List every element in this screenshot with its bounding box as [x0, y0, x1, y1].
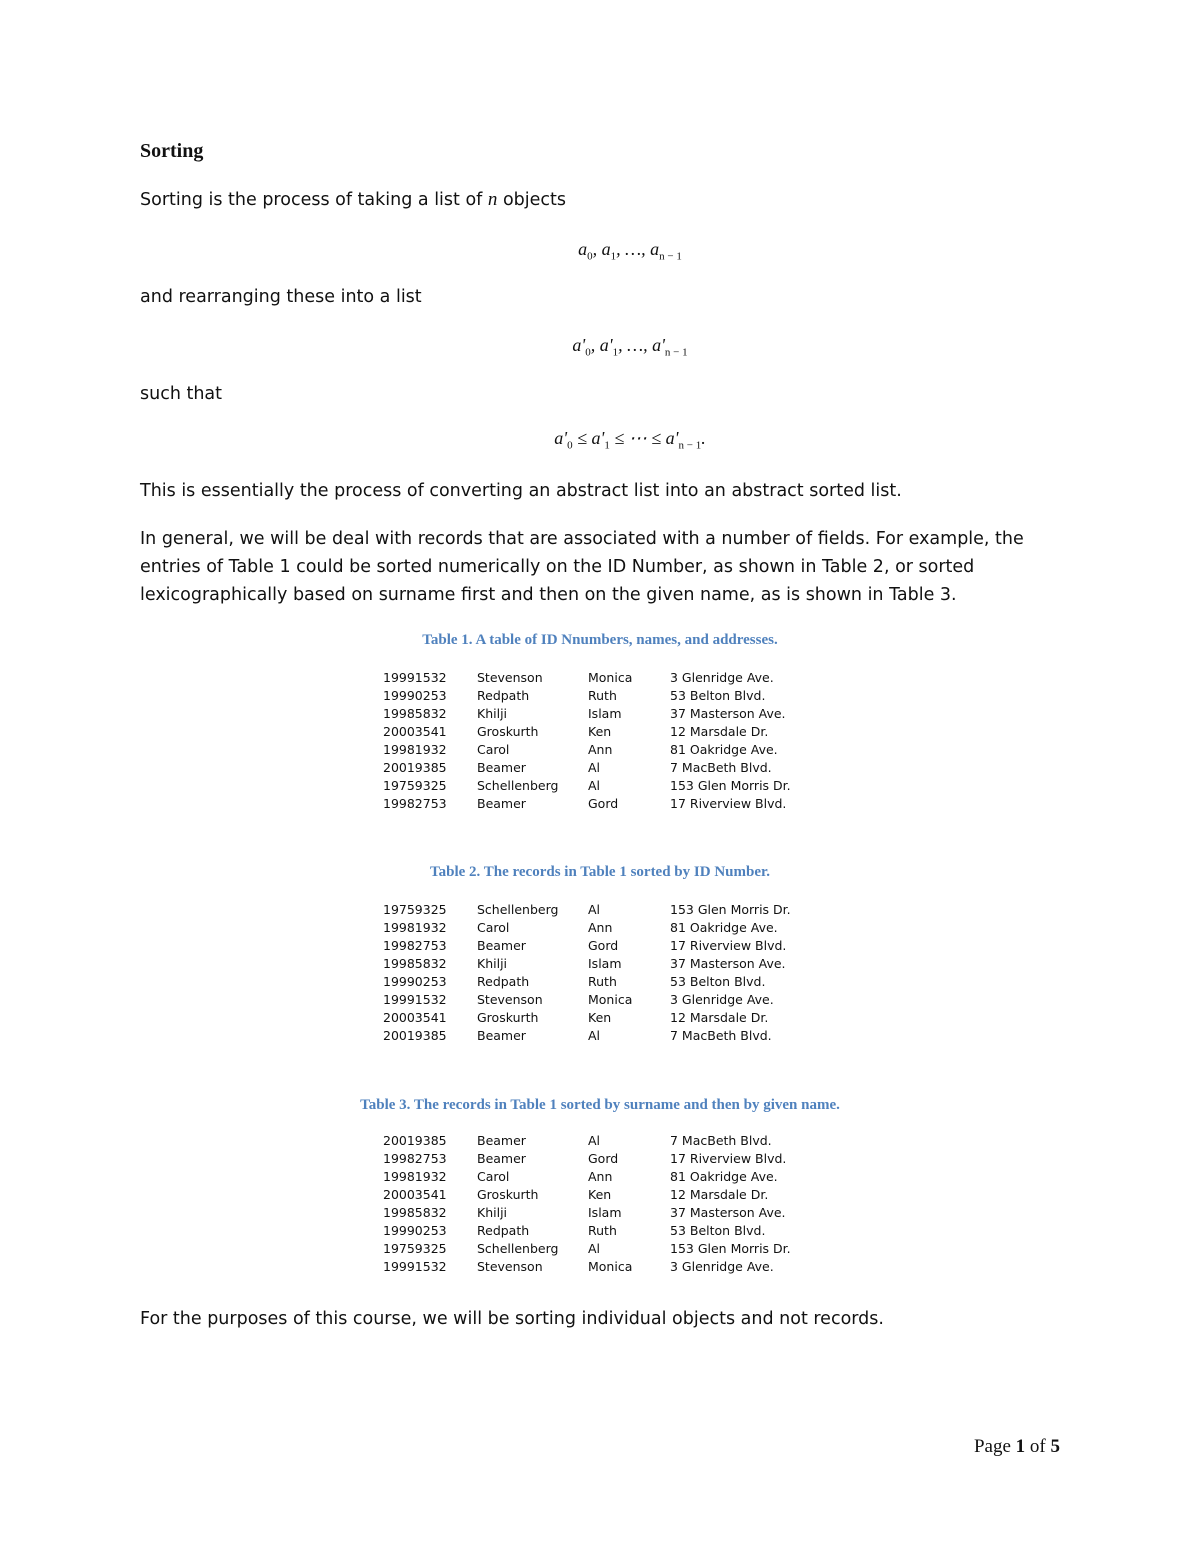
table-row [383, 1222, 830, 1240]
given-name-cell: Al [588, 1133, 601, 1148]
table-1 [383, 669, 830, 813]
given-name-cell: Al [588, 760, 601, 775]
table-row [383, 1204, 830, 1222]
id-number-cell: 20003541 [383, 1187, 447, 1202]
table-3-caption: Table 3. The records in Table 1 sorted by surname and then by given name. [360, 1097, 840, 1113]
address-cell: 12 Marsdale Dr. [670, 1187, 769, 1202]
table-row [383, 795, 830, 813]
address-cell: 12 Marsdale Dr. [670, 1010, 769, 1025]
surname-cell: Stevenson [477, 1259, 543, 1274]
address-cell: 3 Glenridge Ave. [670, 1259, 774, 1274]
surname-cell: Stevenson [477, 992, 543, 1007]
table-row [383, 723, 830, 741]
surname-cell: Beamer [477, 1028, 526, 1043]
table-2 [383, 901, 830, 1045]
surname-cell: Carol [477, 1169, 510, 1184]
equation-original-list: $a_0$, $a_1$, …, $a_{n - 1}$ [578, 239, 682, 263]
address-cell: 81 Oakridge Ave. [670, 742, 778, 757]
table-row [383, 777, 830, 795]
table-row [383, 973, 830, 991]
address-cell: 153 Glen Morris Dr. [670, 902, 791, 917]
surname-cell: Beamer [477, 1133, 526, 1148]
given-name-cell: Ann [588, 1169, 613, 1184]
table-row [383, 1009, 830, 1027]
id-number-cell: 20003541 [383, 724, 447, 739]
intro-paragraph [140, 186, 1040, 214]
surname-cell: Beamer [477, 760, 526, 775]
id-number-cell: 19985832 [383, 956, 447, 971]
address-cell: 37 Masterson Ave. [670, 1205, 786, 1220]
table-row [383, 1258, 830, 1276]
table-row [383, 1027, 830, 1045]
surname-cell: Schellenberg [477, 902, 559, 917]
given-name-cell: Islam [588, 706, 622, 721]
given-name-cell: Monica [588, 1259, 633, 1274]
given-name-cell: Ruth [588, 974, 617, 989]
table-row [383, 1150, 830, 1168]
given-name-cell: Ruth [588, 1223, 617, 1238]
surname-cell: Redpath [477, 688, 530, 703]
address-cell: 37 Masterson Ave. [670, 956, 786, 971]
surname-cell: Beamer [477, 796, 526, 811]
address-cell: 17 Riverview Blvd. [670, 938, 787, 953]
surname-cell: Carol [477, 742, 510, 757]
surname-cell: Redpath [477, 1223, 530, 1238]
table-row [383, 937, 830, 955]
table-row [383, 955, 830, 973]
id-number-cell: 19759325 [383, 778, 447, 793]
intro-after: objects [497, 190, 566, 210]
intro-variable: n [487, 189, 498, 210]
address-cell: 153 Glen Morris Dr. [670, 778, 791, 793]
table-row [383, 1186, 830, 1204]
table-row [383, 687, 830, 705]
such-that-paragraph: such that [140, 384, 223, 404]
equation-rearranged-list: $a'_0$, $a'_1$, …, $a'_{n - 1}$ [572, 335, 688, 359]
equation-sorted-condition: $a'_0 \le a'_1$ ≤ ⋯ ≤ $a'_{n - 1}$. [554, 428, 706, 452]
id-number-cell: 19981932 [383, 920, 447, 935]
table-2-caption: Table 2. The records in Table 1 sorted by ID Number. [429, 864, 771, 880]
surname-cell: Beamer [477, 938, 526, 953]
surname-cell: Groskurth [477, 1187, 539, 1202]
address-cell: 7 MacBeth Blvd. [670, 1133, 772, 1148]
address-cell: 7 MacBeth Blvd. [670, 1028, 772, 1043]
given-name-cell: Ken [588, 1010, 612, 1025]
given-name-cell: Al [588, 1241, 601, 1256]
id-number-cell: 19982753 [383, 796, 447, 811]
address-cell: 53 Belton Blvd. [670, 1223, 766, 1238]
given-name-cell: Islam [588, 1205, 622, 1220]
given-name-cell: Ken [588, 1187, 612, 1202]
general-paragraph: In general, we will be deal with records that are associated with a number of fields. For example, the entries of Table 1 could be sorted numerically on the ID Number, as shown in Table 2, or sorted lexicographically based on surname first and then on the given name, as is shown in Table 3. [140, 529, 1024, 605]
rearrange-paragraph: and rearranging these into a list [140, 287, 422, 307]
address-cell: 81 Oakridge Ave. [670, 1169, 778, 1184]
closing-paragraph: For the purposes of this course, we will be sorting individual objects and not records. [140, 1309, 884, 1329]
id-number-cell: 19991532 [383, 670, 447, 685]
address-cell: 53 Belton Blvd. [670, 974, 766, 989]
address-cell: 37 Masterson Ave. [670, 706, 786, 721]
page-footer [974, 1436, 1060, 1458]
surname-cell: Groskurth [477, 1010, 539, 1025]
address-cell: 3 Glenridge Ave. [670, 670, 774, 685]
id-number-cell: 19985832 [383, 1205, 447, 1220]
id-number-cell: 20019385 [383, 1133, 447, 1148]
surname-cell: Stevenson [477, 670, 543, 685]
table-row [383, 901, 830, 919]
address-cell: 17 Riverview Blvd. [670, 1151, 787, 1166]
table-row [383, 991, 830, 1009]
table-row [383, 1168, 830, 1186]
given-name-cell: Ann [588, 742, 613, 757]
id-number-cell: 19991532 [383, 992, 447, 1007]
given-name-cell: Gord [588, 796, 619, 811]
table-row [383, 705, 830, 723]
id-number-cell: 19981932 [383, 742, 447, 757]
surname-cell: Schellenberg [477, 778, 559, 793]
address-cell: 153 Glen Morris Dr. [670, 1241, 791, 1256]
address-cell: 12 Marsdale Dr. [670, 724, 769, 739]
id-number-cell: 19981932 [383, 1169, 447, 1184]
table-row [383, 669, 830, 687]
id-number-cell: 19990253 [383, 974, 447, 989]
address-cell: 7 MacBeth Blvd. [670, 760, 772, 775]
footer-total-pages: 5 [1050, 1436, 1060, 1457]
table-3 [383, 1132, 830, 1276]
surname-cell: Carol [477, 920, 510, 935]
address-cell: 17 Riverview Blvd. [670, 796, 787, 811]
given-name-cell: Gord [588, 938, 619, 953]
surname-cell: Khilji [477, 706, 508, 721]
table-row [383, 741, 830, 759]
id-number-cell: 19985832 [383, 706, 447, 721]
address-cell: 81 Oakridge Ave. [670, 920, 778, 935]
id-number-cell: 19990253 [383, 688, 447, 703]
table-row [383, 759, 830, 777]
given-name-cell: Al [588, 902, 601, 917]
footer-of-word: of [1025, 1436, 1051, 1457]
id-number-cell: 20003541 [383, 1010, 447, 1025]
surname-cell: Redpath [477, 974, 530, 989]
id-number-cell: 19759325 [383, 1241, 447, 1256]
surname-cell: Schellenberg [477, 1241, 559, 1256]
given-name-cell: Ruth [588, 688, 617, 703]
given-name-cell: Gord [588, 1151, 619, 1166]
intro-before: Sorting is the process of taking a list of [140, 190, 488, 210]
address-cell: 53 Belton Blvd. [670, 688, 766, 703]
footer-page-word: Page [973, 1436, 1016, 1457]
id-number-cell: 19991532 [383, 1259, 447, 1274]
footer-page-number: 1 [1015, 1436, 1026, 1457]
id-number-cell: 19982753 [383, 1151, 447, 1166]
table-row [383, 1132, 830, 1150]
given-name-cell: Ann [588, 920, 613, 935]
given-name-cell: Monica [588, 992, 633, 1007]
given-name-cell: Ken [588, 724, 612, 739]
surname-cell: Khilji [477, 1205, 508, 1220]
id-number-cell: 20019385 [383, 760, 447, 775]
given-name-cell: Monica [588, 670, 633, 685]
table-1-caption: Table 1. A table of ID Nnumbers, names, and addresses. [422, 632, 778, 648]
table-row [383, 1240, 830, 1258]
id-number-cell: 19982753 [383, 938, 447, 953]
surname-cell: Groskurth [477, 724, 539, 739]
given-name-cell: Al [588, 778, 601, 793]
surname-cell: Khilji [477, 956, 508, 971]
given-name-cell: Al [588, 1028, 601, 1043]
section-heading: Sorting [140, 140, 204, 162]
id-number-cell: 20019385 [383, 1028, 447, 1043]
id-number-cell: 19759325 [383, 902, 447, 917]
id-number-cell: 19990253 [383, 1223, 447, 1238]
given-name-cell: Islam [588, 956, 622, 971]
address-cell: 3 Glenridge Ave. [670, 992, 774, 1007]
table-row [383, 919, 830, 937]
surname-cell: Beamer [477, 1151, 526, 1166]
essentially-paragraph: This is essentially the process of converting an abstract list into an abstract sorted list. [140, 481, 902, 501]
